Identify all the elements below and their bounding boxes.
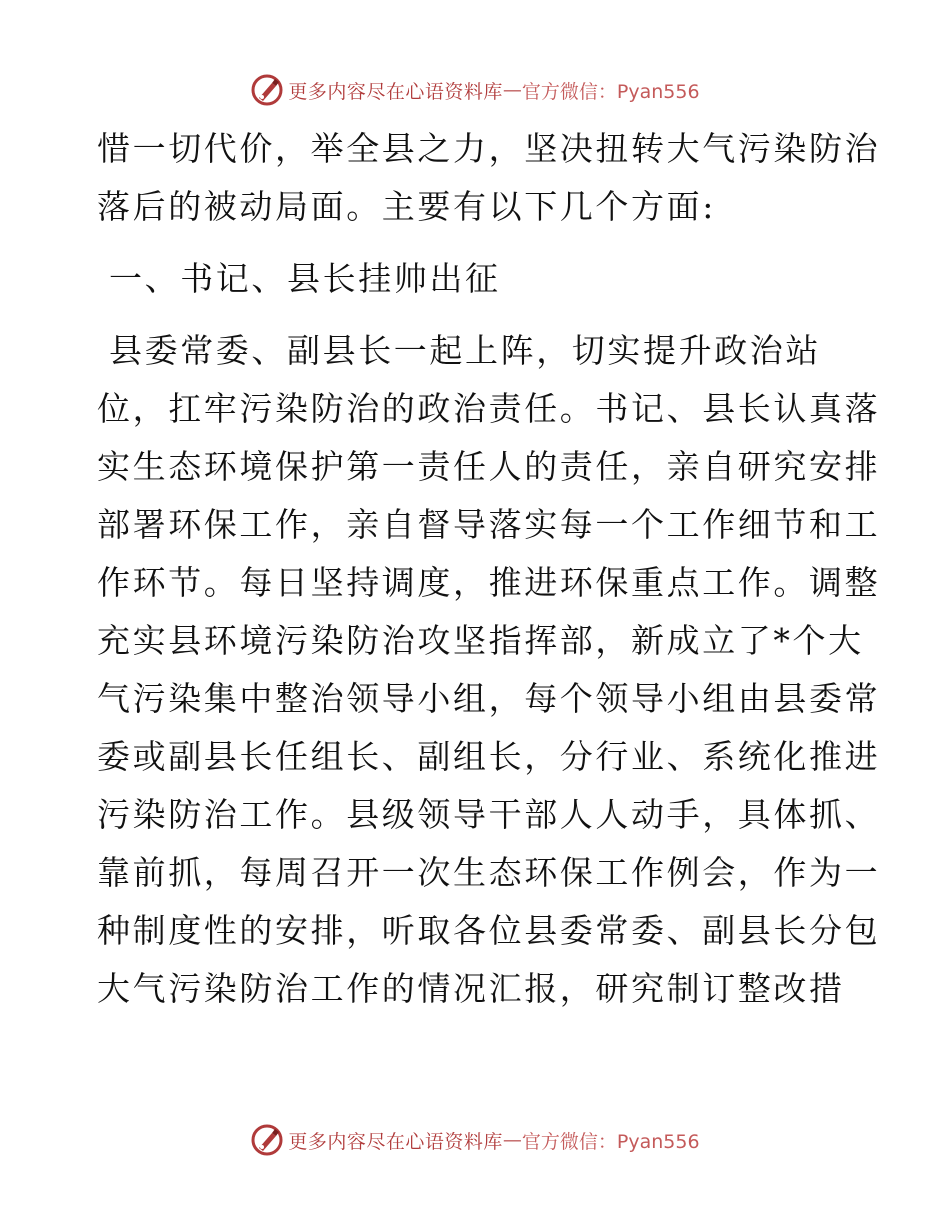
footer-brand-text: 更多内容尽在心语资料库 xyxy=(288,1130,503,1153)
body-line: 污染防治工作。县级领导干部人人动手，具体抓、 xyxy=(97,795,881,834)
body-line: 靠前抓，每周召开一次生态环保工作例会，作为一 xyxy=(97,853,881,892)
body-line: 落后的被动局面。主要有以下几个方面: xyxy=(97,187,716,226)
body-line: 作环节。每日坚持调度，推进环保重点工作。调整 xyxy=(97,563,881,602)
body-line: 种制度性的安排，听取各位县委常委、副县长分包 xyxy=(97,911,881,950)
header-contact-text: 官方微信：Pyan556 xyxy=(521,80,700,103)
section-heading: 一、书记、县长挂帅出征 xyxy=(109,259,501,298)
body-line: 部署环保工作，亲自督导落实每一个工作细节和工 xyxy=(97,505,881,544)
body-line: 惜一切代价，举全县之力，坚决扭转大气污染防治 xyxy=(97,129,881,168)
header-separator: — xyxy=(502,79,522,101)
document-body xyxy=(97,120,881,1018)
footer-banner xyxy=(0,1120,950,1160)
body-line: 充实县环境污染防治攻坚指挥部，新成立了*个大 xyxy=(97,621,864,660)
body-line: 气污染集中整治领导小组，每个领导小组由县委常 xyxy=(97,679,881,718)
body-line: 大气污染防治工作的情况汇报，研究制订整改措 xyxy=(97,969,845,1008)
footer-separator: — xyxy=(502,1129,522,1151)
header-banner xyxy=(0,70,950,110)
body-line: 位，扛牢污染防治的政治责任。书记、县长认真落 xyxy=(97,389,881,428)
body-line: 县委常委、副县长一起上阵，切实提升政治站 xyxy=(109,331,821,370)
body-line: 实生态环境保护第一责任人的责任，亲自研究安排 xyxy=(97,447,881,486)
pen-logo-icon xyxy=(250,73,284,107)
header-brand-text: 更多内容尽在心语资料库 xyxy=(288,80,503,103)
pen-logo-icon xyxy=(250,1123,284,1157)
body-line: 委或副县长任组长、副组长，分行业、系统化推进 xyxy=(97,737,881,776)
footer-contact-text: 官方微信：Pyan556 xyxy=(521,1130,700,1153)
